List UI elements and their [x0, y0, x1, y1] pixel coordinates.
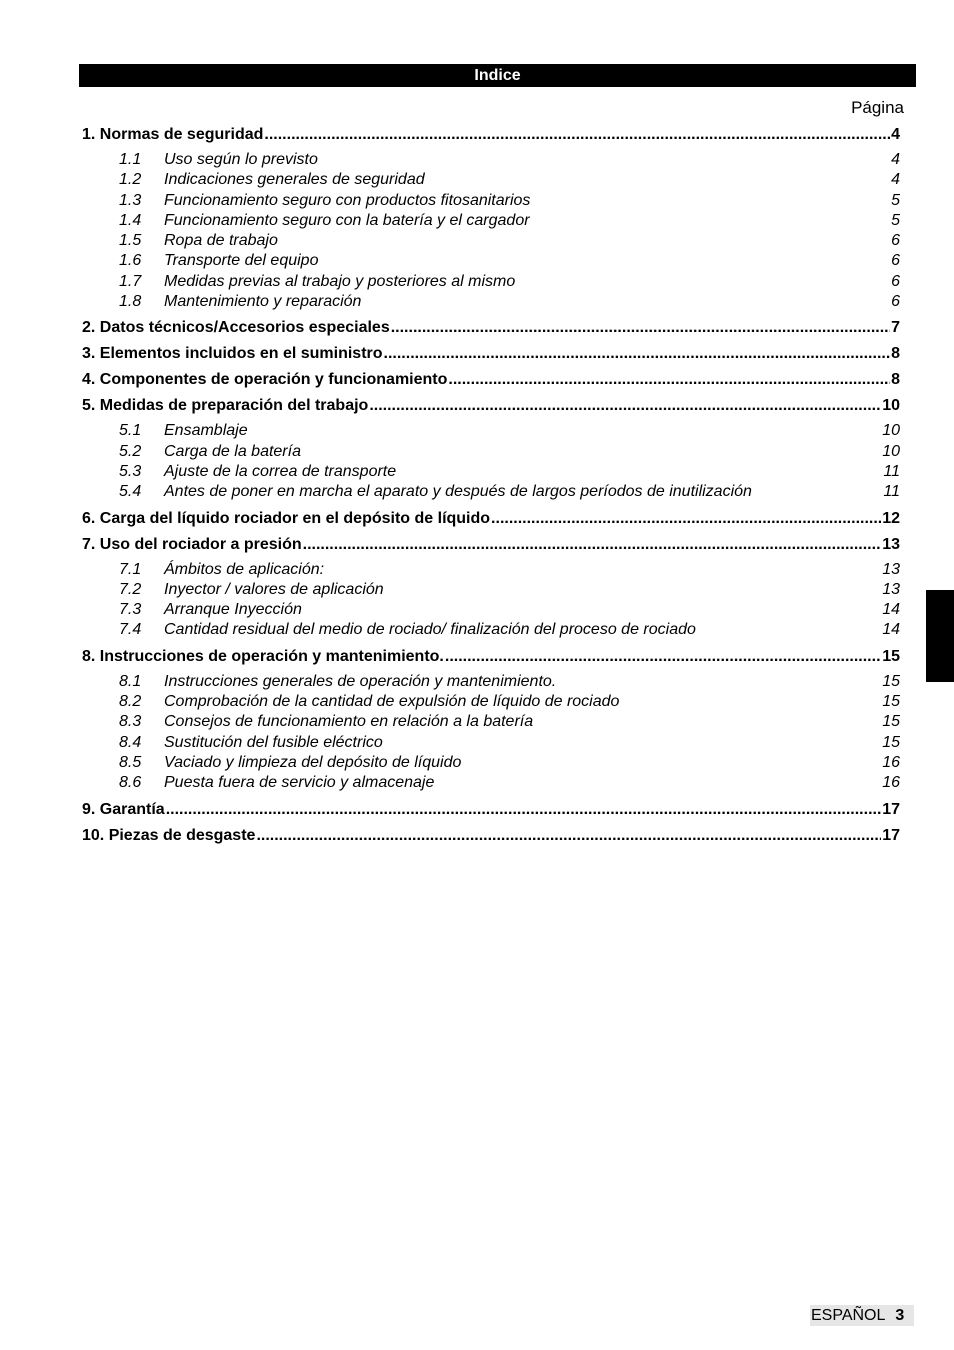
toc-section-page: 10 [882, 397, 900, 415]
toc-dot-leader [448, 369, 890, 391]
toc-subsection-number: 7.4 [119, 621, 142, 639]
toc-section-entry[interactable] [82, 369, 900, 395]
toc-subsection-entry[interactable] [82, 442, 900, 462]
footer-page-number: 3 [895, 1307, 905, 1324]
toc-subsection-number: 8.4 [119, 733, 142, 751]
toc-subsection-title: Comprobación de la cantidad de expulsión de líquido de rociado [164, 693, 620, 711]
toc-section-entry[interactable] [82, 317, 900, 343]
toc-subsection-number: 8.5 [119, 753, 142, 771]
toc-subsection-page: 15 [882, 672, 900, 690]
toc-subsection-entry[interactable] [82, 272, 900, 292]
toc-section-entry[interactable] [82, 395, 900, 421]
toc-subsection-page: 6 [891, 252, 900, 270]
toc-subsection-title: Ensamblaje [164, 422, 248, 440]
toc-subsection-title: Arranque Inyección [164, 601, 302, 619]
toc-section-title: 3. Elementos incluidos en el suministro [82, 345, 383, 363]
toc-subsection-entry[interactable] [82, 462, 900, 482]
toc-subsection-number: 1.1 [119, 151, 142, 168]
toc-section-title: 7. Uso del rociador a presión [82, 535, 302, 553]
toc-subsection-entry[interactable] [82, 773, 900, 793]
toc-subsection-title: Instrucciones generales de operación y mantenimiento. [164, 672, 557, 690]
toc-section-title: 10. Piezas de desgaste [82, 826, 256, 844]
toc-subsection-entry[interactable] [82, 292, 900, 312]
toc-subsection-entry[interactable] [82, 560, 900, 580]
toc-dot-leader [445, 646, 881, 668]
toc-subsection-number: 5.1 [119, 422, 142, 440]
toc-subsection-number: 7.2 [119, 580, 142, 598]
toc-subsection-title: Ajuste de la correa de transporte [164, 462, 397, 480]
toc-section-title: 5. Medidas de preparación del trabajo [82, 397, 369, 415]
toc-subsection-entry[interactable] [82, 600, 900, 620]
toc-subsection-title: Vaciado y limpieza del depósito de líquido [164, 753, 462, 771]
toc-section-entry[interactable] [82, 508, 900, 534]
toc-subsection-page: 6 [891, 232, 900, 250]
toc-subsection-page: 11 [883, 483, 900, 501]
toc-section-title: 2. Datos técnicos/Accesorios especiales [82, 319, 390, 337]
toc-subsection-entry[interactable] [82, 620, 900, 640]
toc-subsection-number: 5.3 [119, 462, 142, 480]
toc-subsection-number: 1.2 [119, 171, 142, 189]
toc-subsection-number: 7.1 [119, 560, 142, 578]
toc-subsection-entry[interactable] [82, 191, 900, 211]
toc-subsection-entry[interactable] [82, 150, 900, 170]
toc-subsection-title: Consejos de funcionamiento en relación a la batería [164, 713, 534, 731]
toc-subsection-entry[interactable] [82, 733, 900, 753]
index-title-bar [79, 64, 916, 87]
toc-dot-leader [256, 825, 881, 847]
toc-subsection-title: Puesta fuera de servicio y almacenaje [164, 774, 435, 792]
toc-subsection-title: Indicaciones generales de seguridad [164, 171, 425, 189]
toc-subsection-title: Cantidad residual del medio de rociado/ finalización del proceso de rociado [164, 621, 696, 639]
toc-subsection-page: 10 [882, 422, 900, 440]
toc-subsection-number: 1.8 [119, 293, 142, 311]
page-footer [810, 1305, 914, 1326]
toc-section-page: 17 [882, 800, 900, 818]
toc-subsection-entry[interactable] [82, 170, 900, 190]
toc-subsection-page: 14 [882, 601, 900, 619]
toc-section-title: 8. Instrucciones de operación y mantenimiento. [82, 647, 444, 665]
toc-subsection-entry[interactable] [82, 712, 900, 732]
toc-section-entry[interactable] [82, 124, 900, 150]
toc-subsection-title: Funcionamiento seguro con productos fitosanitarios [164, 191, 531, 209]
toc-subsection-title: Uso según lo previsto [164, 151, 318, 168]
toc-section-page: 15 [882, 647, 900, 665]
toc-subsection-title: Funcionamiento seguro con la batería y el cargador [164, 211, 530, 229]
toc-section-page: 12 [882, 509, 900, 527]
toc-section-title: 4. Componentes de operación y funcionamiento [82, 371, 448, 389]
toc-subsection-number: 5.2 [119, 442, 142, 460]
toc-subsection-page: 6 [891, 272, 900, 290]
toc-dot-leader [166, 799, 882, 821]
toc-subsection-page: 15 [882, 713, 900, 731]
toc-subsection-page: 16 [882, 753, 900, 771]
toc-dot-leader [391, 317, 890, 339]
page-column-header: Página [851, 98, 904, 117]
toc-section-page: 7 [891, 319, 900, 337]
toc-subsection-entry[interactable] [82, 672, 900, 692]
toc-subsection-number: 8.2 [119, 693, 142, 711]
toc-section-entry[interactable] [82, 825, 900, 851]
toc-subsection-page: 15 [882, 733, 900, 751]
footer-language: ESPAÑOL [811, 1307, 886, 1324]
toc-subsection-entry[interactable] [82, 482, 900, 502]
toc-subsection-number: 1.4 [119, 211, 142, 229]
toc-section-entry[interactable] [82, 799, 900, 825]
toc-section-title: 9. Garantía [82, 800, 165, 818]
toc-subsection-entry[interactable] [82, 421, 900, 441]
toc-section-entry[interactable] [82, 534, 900, 560]
toc-subsection-entry[interactable] [82, 692, 900, 712]
toc-subsection-page: 11 [883, 462, 900, 480]
toc-subsection-page: 5 [891, 191, 900, 209]
toc-dot-leader [384, 343, 891, 365]
toc-section-entry[interactable] [82, 343, 900, 369]
toc-dot-leader [303, 534, 882, 556]
toc-dot-leader [264, 124, 890, 146]
toc-subsection-number: 7.3 [119, 601, 142, 619]
toc-subsection-number: 8.3 [119, 713, 142, 731]
toc-subsection-page: 13 [882, 580, 900, 598]
toc-subsection-title: Antes de poner en marcha el aparato y después de largos períodos de inutilización [164, 483, 752, 501]
toc-section-entry[interactable] [82, 646, 900, 672]
toc-subsection-entry[interactable] [82, 753, 900, 773]
toc-subsection-number: 5.4 [119, 483, 142, 501]
toc-subsection-number: 1.5 [119, 232, 142, 250]
toc-section-page: 4 [891, 126, 900, 143]
index-title: Indice [474, 67, 521, 84]
section-tab-marker [926, 590, 954, 682]
toc-subsection-entry[interactable] [82, 580, 900, 600]
toc-subsection-title: Ámbitos de aplicación: [164, 560, 325, 578]
toc-dot-leader [491, 508, 881, 530]
toc-subsection-page: 6 [891, 293, 900, 311]
toc-subsection-number: 8.6 [119, 774, 142, 792]
toc-section-page: 8 [891, 345, 900, 363]
toc-subsection-title: Sustitución del fusible eléctrico [164, 733, 383, 751]
toc-section-page: 17 [882, 826, 900, 844]
toc-subsection-page: 15 [882, 693, 900, 711]
table-of-contents [82, 124, 900, 851]
toc-subsection-page: 10 [882, 442, 900, 460]
toc-subsection-number: 8.1 [119, 672, 142, 690]
toc-section-page: 8 [891, 371, 900, 389]
toc-section-title: 1. Normas de seguridad [82, 126, 264, 143]
toc-subsection-entry[interactable] [82, 251, 900, 271]
toc-dot-leader [369, 395, 881, 417]
toc-subsection-title: Carga de la batería [164, 442, 301, 460]
toc-subsection-title: Medidas previas al trabajo y posteriores al mismo [164, 272, 516, 290]
toc-subsection-page: 5 [891, 211, 900, 229]
toc-subsection-title: Mantenimiento y reparación [164, 293, 362, 311]
toc-subsection-number: 1.7 [119, 272, 142, 290]
toc-subsection-page: 4 [891, 171, 900, 189]
toc-subsection-page: 14 [882, 621, 900, 639]
toc-subsection-page: 13 [882, 560, 900, 578]
toc-subsection-title: Ropa de trabajo [164, 232, 278, 250]
toc-subsection-page: 4 [891, 151, 900, 168]
toc-subsection-entry[interactable] [82, 211, 900, 231]
toc-section-page: 13 [882, 535, 900, 553]
toc-subsection-page: 16 [882, 774, 900, 792]
toc-section-title: 6. Carga del líquido rociador en el depósito de líquido [82, 509, 491, 527]
toc-subsection-title: Inyector / valores de aplicación [164, 580, 384, 598]
toc-subsection-title: Transporte del equipo [164, 252, 319, 270]
toc-subsection-number: 1.6 [119, 252, 142, 270]
toc-subsection-entry[interactable] [82, 231, 900, 251]
toc-subsection-number: 1.3 [119, 191, 142, 209]
